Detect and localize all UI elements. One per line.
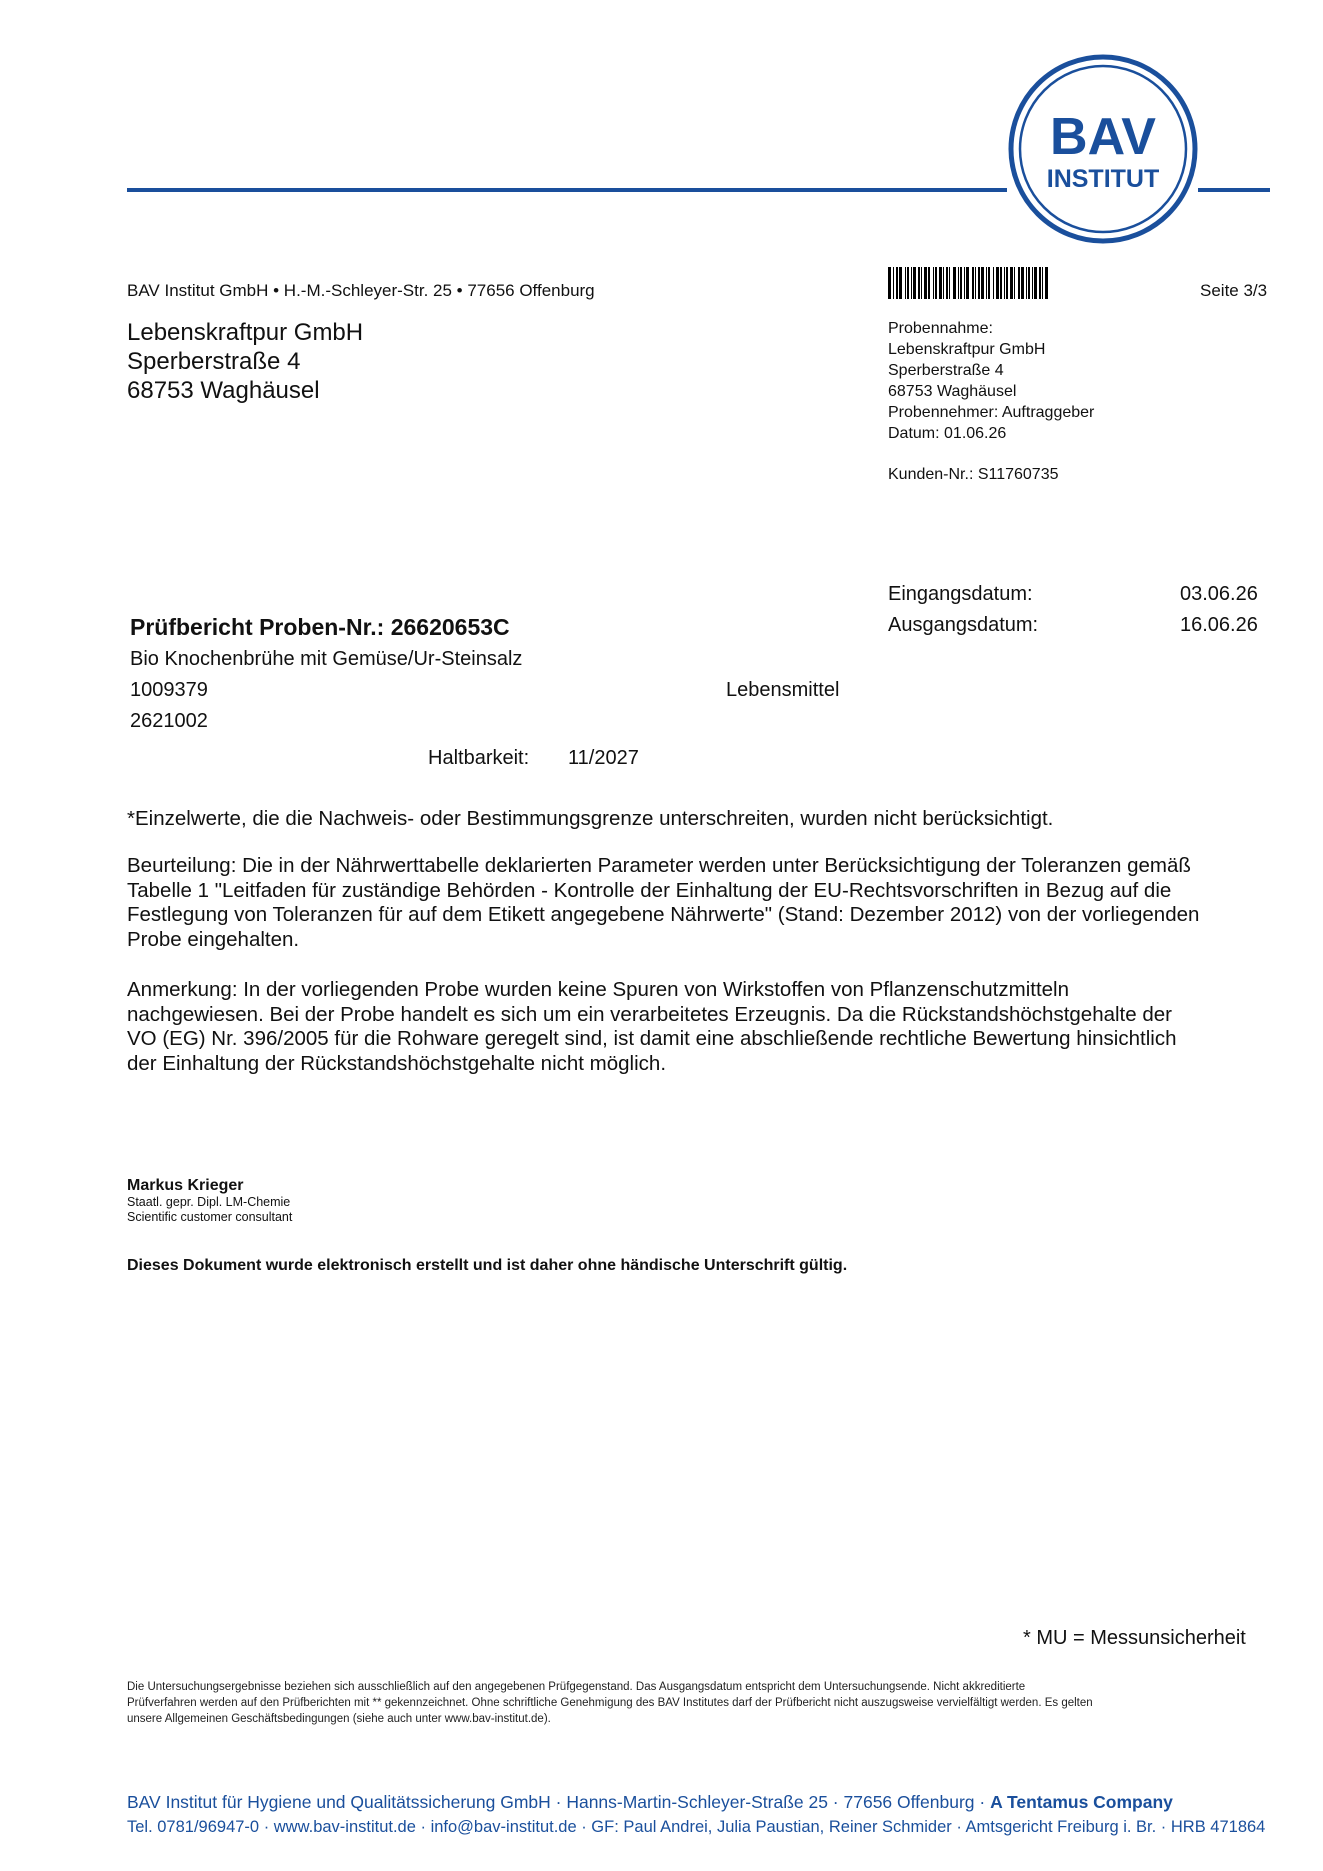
tentamus-brand: A Tentamus Company (990, 1792, 1173, 1812)
barcode (888, 267, 1113, 299)
signatory-titles (127, 1195, 292, 1225)
logo-text-bav: BAV (1050, 108, 1156, 166)
sampling-line: Datum: 01.06.26 (888, 425, 1007, 442)
recipient-address (127, 318, 363, 405)
sampling-label: Probennahme: (888, 320, 993, 337)
assessment-line: Probe eingehalten. (127, 927, 300, 951)
received-date-value: 03.06.26 (1180, 583, 1258, 605)
assessment-line: Beurteilung: Die in der Nährwerttabelle deklarierten Parameter werden unter Berücksichtigung der Toleranzen gemäß (127, 854, 1191, 877)
article-code: 1009379 (130, 679, 208, 701)
assessment-paragraph (127, 854, 1199, 952)
issue-date-label: Ausgangsdatum: (888, 614, 1039, 636)
shelf-life-label: Haltbarkeit: (428, 747, 530, 769)
issue-date-value: 16.06.26 (1180, 614, 1258, 636)
disclaimer-line: Die Untersuchungsergebnisse beziehen sich ausschließlich auf den angegebenen Prüfgegenstand. Das Ausgangsdatum entspricht dem Untersuchungsende. Nicht akkreditierte (127, 1681, 1026, 1693)
disclaimer-line: Prüfverfahren werden auf den Prüfberichten mit ** gekennzeichnet. Ohne schriftliche Genehmigung des BAV Institutes darf der Prüfbericht nicht auszugsweise vervielfältigt werden. Es gelten (127, 1697, 1093, 1709)
remark-line: der Einhaltung der Rückstandshöchstgehalte nicht möglich. (127, 1051, 667, 1075)
disclaimer (127, 1679, 1093, 1727)
header-rule-right (1198, 188, 1270, 192)
batch-code: 2621002 (130, 710, 208, 732)
sampling-line: Lebenskraftpur GmbH (888, 341, 1046, 358)
remark-line: Anmerkung: In der vorliegenden Probe wurden keine Spuren von Wirkstoffen von Pflanzenschutzmitteln (127, 978, 1070, 1001)
sampling-info (888, 318, 1094, 444)
received-date-label: Eingangsdatum: (888, 583, 1033, 605)
note-paragraph: *Einzelwerte, die die Nachweis- oder Bestimmungsgrenze unterschreiten, wurden nicht berücksichtigt. (127, 807, 1054, 830)
remark-line: VO (EG) Nr. 396/2005 für die Rohware geregelt sind, ist damit eine abschließende rechtliche Bewertung hinsichtlich (127, 1027, 1177, 1050)
signatory-title: Scientific customer consultant (127, 1210, 293, 1224)
recipient-line: Sperberstraße 4 (127, 348, 301, 375)
electronic-document-notice: Dieses Dokument wurde elektronisch erstellt und ist daher ohne händische Unterschrift gültig. (127, 1257, 848, 1274)
signatory-title: Staatl. gepr. Dipl. LM-Chemie (127, 1195, 291, 1209)
page-number: Seite 3/3 (1200, 281, 1268, 300)
footer-company-address: BAV Institut für Hygiene und Qualitätssicherung GmbH · Hanns-Martin-Schleyer-Straße 25 · 77656 Offenburg · (127, 1792, 986, 1812)
header-rule-left (127, 188, 1007, 192)
sampling-line: Probennehmer: Auftraggeber (888, 404, 1095, 421)
sampling-line: Sperberstraße 4 (888, 362, 1004, 379)
mu-note: * MU = Messunsicherheit (1023, 1627, 1246, 1649)
remark-line: nachgewiesen. Bei der Probe handelt es sich um ein verarbeitetes Erzeugnis. Da die Rückstandshöchstgehalte der (127, 1002, 1172, 1026)
product-category: Lebensmittel (726, 679, 840, 701)
logo-text-institut: INSTITUT (1046, 165, 1160, 193)
assessment-line: Tabelle 1 "Leitfaden für zuständige Behörden - Kontrolle der Einhaltung der EU-Rechtsvorschriften in Bezug auf die (127, 878, 1172, 902)
assessment-line: Festlegung von Toleranzen für auf dem Etikett angegebene Nährwerte" (Stand: Dezember 2012) von der vorliegenden (127, 903, 1200, 926)
shelf-life-value: 11/2027 (568, 747, 639, 769)
footer-address-line (127, 1792, 1173, 1813)
disclaimer-line: unsere Allgemeinen Geschäftsbedingungen (siehe auch unter www.bav-institut.de). (127, 1713, 551, 1725)
product-name: Bio Knochenbrühe mit Gemüse/Ur-Steinsalz (130, 648, 523, 670)
recipient-line: Lebenskraftpur GmbH (127, 319, 364, 346)
bav-institut-logo (1008, 54, 1198, 244)
sampling-line: 68753 Waghäusel (888, 383, 1017, 400)
signatory-name: Markus Krieger (127, 1177, 244, 1194)
sender-address-line: BAV Institut GmbH • H.-M.-Schleyer-Str. 25 • 77656 Offenburg (127, 281, 595, 300)
footer-contact-line: Tel. 0781/96947-0 · www.bav-institut.de · info@bav-institut.de · GF: Paul Andrei, Julia Paustian, Reiner Schmider · Amtsgericht Freiburg i. Br. · HRB 471864 (127, 1818, 1266, 1836)
remark-paragraph (127, 978, 1176, 1076)
recipient-line: 68753 Waghäusel (127, 377, 320, 404)
customer-number: Kunden-Nr.: S11760735 (888, 466, 1059, 483)
report-title: Prüfbericht Proben-Nr.: 26620653C (130, 614, 510, 640)
